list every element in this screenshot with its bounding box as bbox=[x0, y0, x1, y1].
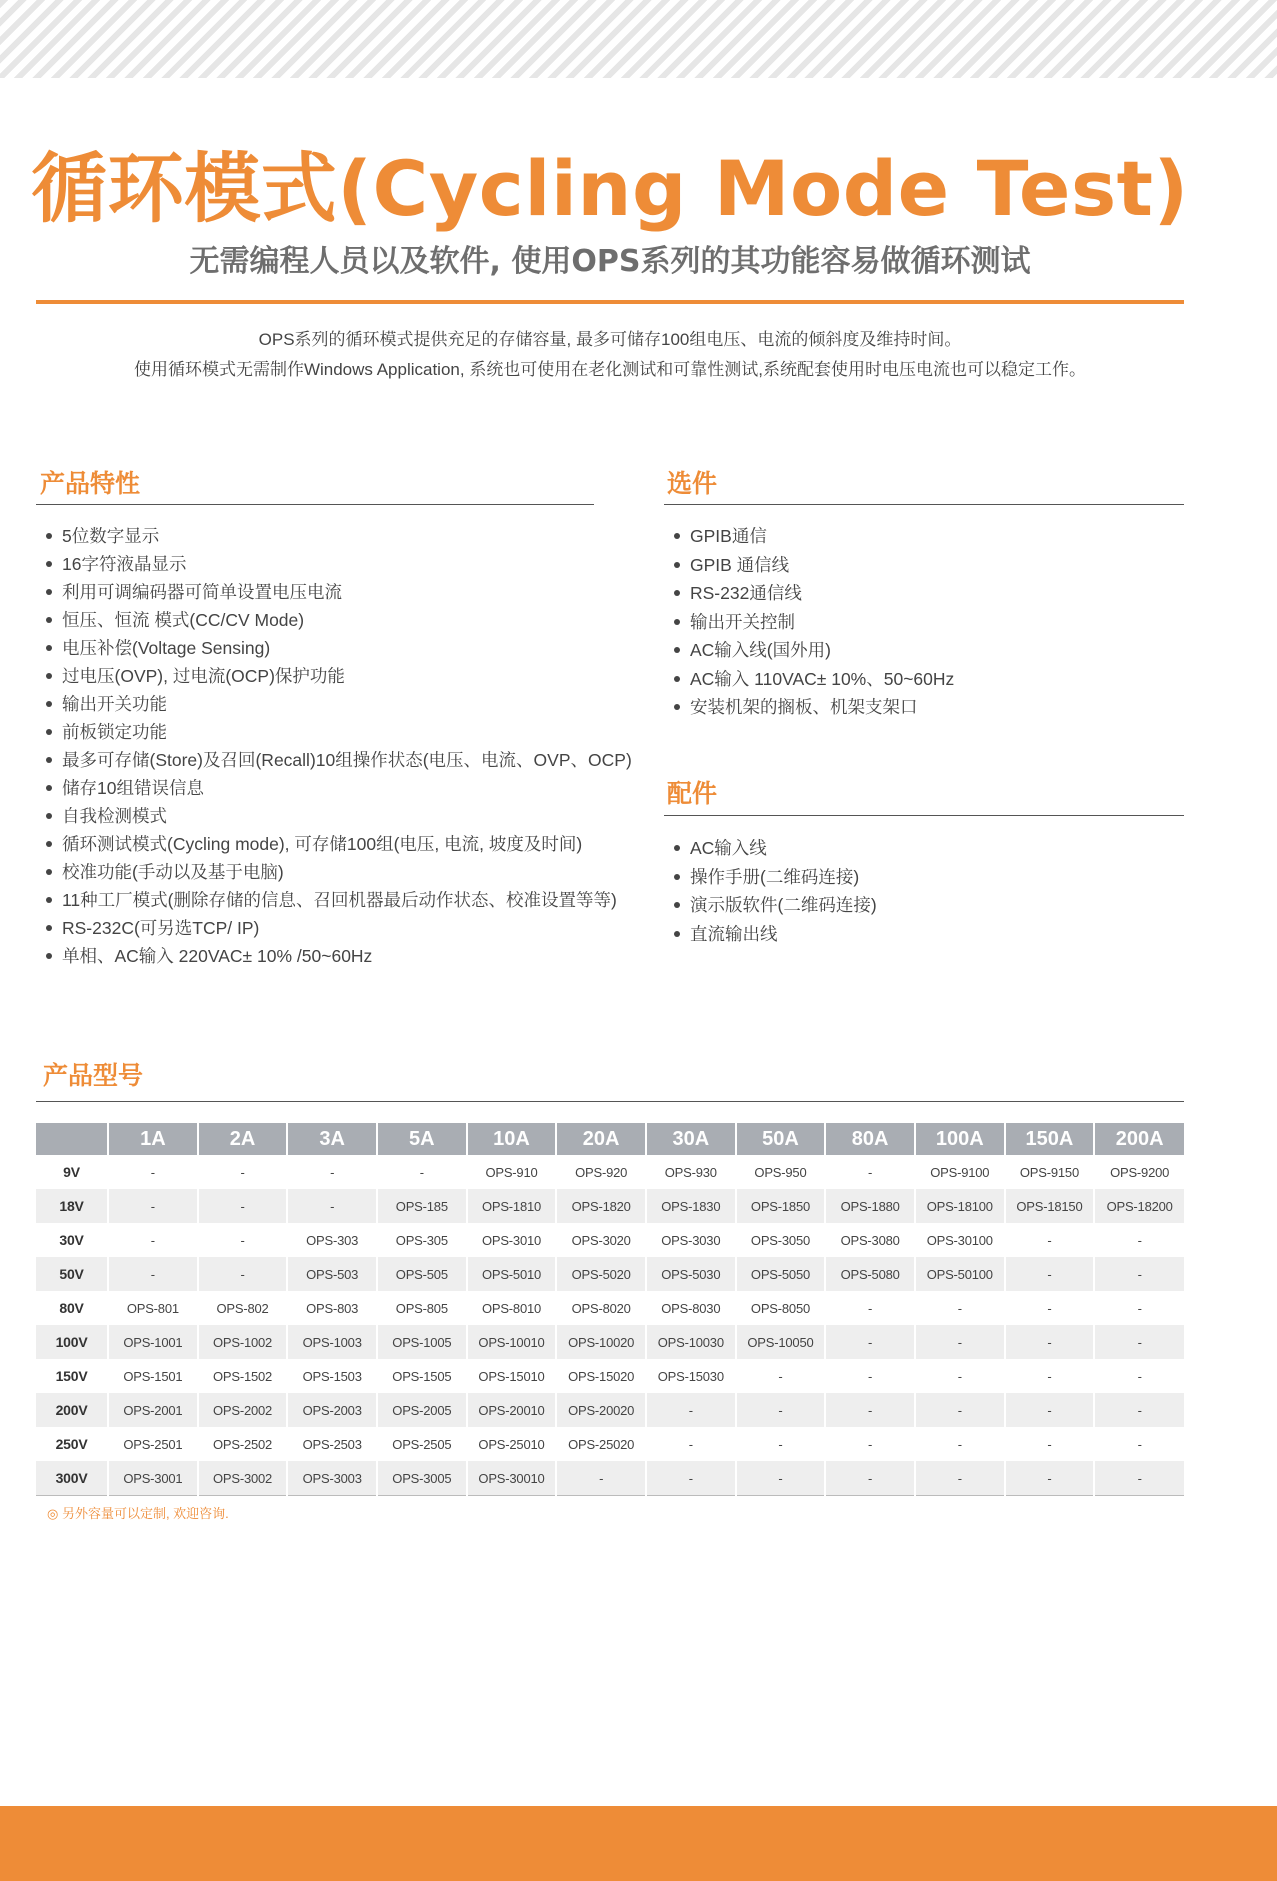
model-cell: OPS-3001 bbox=[108, 1461, 198, 1496]
table-row bbox=[36, 1223, 1184, 1257]
voltage-label: 50V bbox=[36, 1257, 108, 1291]
model-cell: OPS-8020 bbox=[556, 1291, 646, 1325]
options-list-item: GPIB通信 bbox=[664, 522, 954, 551]
top-stripe-decoration bbox=[0, 0, 1277, 78]
accessories-list bbox=[664, 834, 877, 948]
model-cell: - bbox=[198, 1257, 288, 1291]
model-cell: - bbox=[1094, 1291, 1184, 1325]
model-cell: - bbox=[1005, 1427, 1095, 1461]
model-cell: - bbox=[1094, 1359, 1184, 1393]
model-cell: OPS-9100 bbox=[915, 1155, 1005, 1189]
voltage-label: 30V bbox=[59, 1232, 84, 1248]
model-cell: - bbox=[1005, 1359, 1095, 1393]
model-cell: - bbox=[1094, 1461, 1184, 1496]
table-row bbox=[36, 1393, 1184, 1427]
model-cell: OPS-50100 bbox=[915, 1257, 1005, 1291]
features-list-item: 电压补偿(Voltage Sensing) bbox=[36, 634, 632, 662]
model-cell: OPS-8030 bbox=[646, 1291, 736, 1325]
bottom-bar-decoration bbox=[0, 1806, 1277, 1881]
model-cell: OPS-8050 bbox=[736, 1291, 826, 1325]
features-list bbox=[36, 522, 632, 970]
model-cell: - bbox=[1005, 1257, 1095, 1291]
features-list-item: 自我检测模式 bbox=[36, 802, 632, 830]
accessories-list-item: 直流输出线 bbox=[664, 920, 877, 949]
page-subtitle: 无需编程人员以及软件, 使用OPS系列的其功能容易做循环测试 bbox=[189, 244, 1031, 279]
features-list-item: 校准功能(手动以及基于电脑) bbox=[36, 858, 632, 886]
model-cell: OPS-1880 bbox=[825, 1189, 915, 1223]
model-cell: - bbox=[1005, 1291, 1095, 1325]
custom-capacity-note: ◎ 另外容量可以定制, 欢迎咨询. bbox=[47, 1506, 229, 1521]
model-cell: - bbox=[825, 1155, 915, 1189]
page-title: 循环模式(Cycling Mode Test) bbox=[31, 144, 1189, 233]
model-cell: - bbox=[287, 1155, 377, 1189]
features-divider bbox=[36, 504, 594, 505]
table-row bbox=[36, 1155, 1184, 1189]
model-cell: - bbox=[1005, 1461, 1095, 1496]
models-divider bbox=[36, 1101, 1184, 1102]
features-list-item: 单相、AC输入 220VAC± 10% /50~60Hz bbox=[36, 942, 632, 970]
voltage-label: 18V bbox=[36, 1189, 108, 1223]
model-cell: OPS-1850 bbox=[736, 1189, 826, 1223]
model-cell: - bbox=[108, 1223, 198, 1257]
model-cell: - bbox=[736, 1393, 826, 1427]
column-header: 5A bbox=[377, 1123, 467, 1155]
model-cell: - bbox=[198, 1189, 288, 1223]
model-cell: OPS-5050 bbox=[736, 1257, 826, 1291]
model-cell: OPS-801 bbox=[108, 1291, 198, 1325]
model-cell: - bbox=[1005, 1393, 1095, 1427]
model-cell: OPS-5030 bbox=[646, 1257, 736, 1291]
options-list-item: 输出开关控制 bbox=[664, 608, 954, 637]
model-cell: OPS-10010 bbox=[467, 1325, 557, 1359]
title-divider bbox=[36, 300, 1184, 304]
model-cell: - bbox=[915, 1461, 1005, 1496]
table-row bbox=[36, 1189, 1184, 1223]
model-cell: OPS-2005 bbox=[377, 1393, 467, 1427]
model-cell: - bbox=[1005, 1223, 1095, 1257]
model-cell: OPS-10050 bbox=[736, 1325, 826, 1359]
model-cell: - bbox=[377, 1155, 467, 1189]
model-cell: OPS-3020 bbox=[556, 1223, 646, 1257]
model-cell: OPS-20020 bbox=[556, 1393, 646, 1427]
features-list-item: 最多可存储(Store)及召回(Recall)10组操作状态(电压、电流、OVP、OCP) bbox=[36, 746, 632, 774]
model-cell: - bbox=[646, 1461, 736, 1496]
model-cell: - bbox=[1094, 1325, 1184, 1359]
table-row bbox=[36, 1291, 1184, 1325]
column-header: 20A bbox=[556, 1123, 646, 1155]
options-list-item: 安装机架的搁板、机架支架口 bbox=[664, 693, 954, 722]
model-cell: OPS-2502 bbox=[198, 1427, 288, 1461]
model-cell: - bbox=[108, 1155, 198, 1189]
accessories-list-item: 演示版软件(二维码连接) bbox=[664, 891, 877, 920]
model-cell: OPS-2002 bbox=[198, 1393, 288, 1427]
column-header: 50A bbox=[736, 1123, 826, 1155]
model-cell: OPS-3003 bbox=[287, 1461, 377, 1496]
column-header: 2A bbox=[198, 1123, 288, 1155]
model-cell: - bbox=[287, 1189, 377, 1223]
model-cell: OPS-15030 bbox=[646, 1359, 736, 1393]
models-heading: 产品型号 bbox=[43, 1061, 144, 1090]
intro-line-1: OPS系列的循环模式提供充足的存储容量, 最多可储存100组电压、电流的倾斜度及维持时间。 bbox=[258, 330, 962, 349]
features-list-item: 循环测试模式(Cycling mode), 可存储100组(电压, 电流, 坡度及时间) bbox=[36, 830, 632, 858]
voltage-label: 80V bbox=[59, 1300, 84, 1316]
table-row bbox=[36, 1257, 1184, 1291]
voltage-label: 300V bbox=[36, 1461, 108, 1496]
model-cell: OPS-1830 bbox=[646, 1189, 736, 1223]
options-list-item: GPIB 通信线 bbox=[664, 551, 954, 580]
model-cell: OPS-9200 bbox=[1094, 1155, 1184, 1189]
column-header: 200A bbox=[1094, 1123, 1184, 1155]
model-cell: OPS-3050 bbox=[736, 1223, 826, 1257]
model-table-body bbox=[36, 1155, 1184, 1496]
model-cell: OPS-185 bbox=[377, 1189, 467, 1223]
options-divider bbox=[664, 504, 1184, 505]
model-cell: OPS-1001 bbox=[108, 1325, 198, 1359]
features-list-item: 过电压(OVP), 过电流(OCP)保护功能 bbox=[36, 662, 632, 690]
options-list-item: AC输入线(国外用) bbox=[664, 636, 954, 665]
voltage-label: 200V bbox=[36, 1393, 108, 1427]
options-heading: 选件 bbox=[667, 469, 718, 498]
model-cell: OPS-1810 bbox=[467, 1189, 557, 1223]
model-cell: - bbox=[736, 1461, 826, 1496]
options-list-item: RS-232通信线 bbox=[664, 579, 954, 608]
model-cell: OPS-1505 bbox=[377, 1359, 467, 1393]
intro-text bbox=[0, 325, 1220, 385]
voltage-label: 250V bbox=[55, 1436, 88, 1452]
model-cell: OPS-2505 bbox=[377, 1427, 467, 1461]
column-header: 150A bbox=[1005, 1123, 1095, 1155]
model-cell: - bbox=[915, 1427, 1005, 1461]
model-cell: - bbox=[915, 1291, 1005, 1325]
column-header: 100A bbox=[915, 1123, 1005, 1155]
model-cell: OPS-5020 bbox=[556, 1257, 646, 1291]
accessories-heading: 配件 bbox=[667, 779, 718, 808]
model-cell: - bbox=[1094, 1257, 1184, 1291]
model-cell: - bbox=[646, 1427, 736, 1461]
model-cell: OPS-15020 bbox=[556, 1359, 646, 1393]
model-cell: OPS-5080 bbox=[825, 1257, 915, 1291]
model-cell: OPS-25020 bbox=[556, 1427, 646, 1461]
model-cell: OPS-3010 bbox=[467, 1223, 557, 1257]
column-header: 80A bbox=[825, 1123, 915, 1155]
model-cell: OPS-1002 bbox=[198, 1325, 288, 1359]
model-cell: - bbox=[1094, 1427, 1184, 1461]
model-cell: OPS-8010 bbox=[467, 1291, 557, 1325]
table-row bbox=[36, 1461, 1184, 1496]
model-cell: OPS-1501 bbox=[108, 1359, 198, 1393]
table-corner-cell bbox=[36, 1123, 108, 1155]
accessories-divider bbox=[664, 815, 1184, 816]
model-cell: OPS-803 bbox=[287, 1291, 377, 1325]
features-list-item: 输出开关功能 bbox=[36, 690, 632, 718]
model-cell: OPS-3080 bbox=[825, 1223, 915, 1257]
features-heading: 产品特性 bbox=[40, 469, 141, 498]
model-cell: OPS-9150 bbox=[1005, 1155, 1095, 1189]
model-cell: OPS-950 bbox=[736, 1155, 826, 1189]
model-cell: OPS-930 bbox=[646, 1155, 736, 1189]
column-header: 3A bbox=[287, 1123, 377, 1155]
model-cell: OPS-305 bbox=[377, 1223, 467, 1257]
model-cell: OPS-10030 bbox=[646, 1325, 736, 1359]
options-list bbox=[664, 522, 954, 722]
model-cell: OPS-25010 bbox=[467, 1427, 557, 1461]
features-list-item: 16字符液晶显示 bbox=[36, 550, 632, 578]
model-cell: OPS-505 bbox=[377, 1257, 467, 1291]
model-cell: OPS-18200 bbox=[1094, 1189, 1184, 1223]
model-cell: - bbox=[108, 1189, 198, 1223]
model-cell: OPS-3005 bbox=[377, 1461, 467, 1496]
model-cell: OPS-5010 bbox=[467, 1257, 557, 1291]
model-cell: OPS-503 bbox=[287, 1257, 377, 1291]
model-cell: OPS-1003 bbox=[287, 1325, 377, 1359]
model-cell: - bbox=[198, 1155, 288, 1189]
model-cell: - bbox=[556, 1461, 646, 1496]
model-cell: - bbox=[198, 1223, 288, 1257]
model-cell: OPS-3030 bbox=[646, 1223, 736, 1257]
features-list-item: 11种工厂模式(删除存储的信息、召回机器最后动作状态、校准设置等等) bbox=[36, 886, 632, 914]
model-cell: - bbox=[736, 1427, 826, 1461]
model-cell: - bbox=[915, 1359, 1005, 1393]
model-cell: OPS-3002 bbox=[198, 1461, 288, 1496]
model-cell: - bbox=[1005, 1325, 1095, 1359]
model-cell: - bbox=[825, 1359, 915, 1393]
model-cell: OPS-920 bbox=[556, 1155, 646, 1189]
model-table bbox=[36, 1123, 1184, 1496]
model-cell: OPS-1005 bbox=[377, 1325, 467, 1359]
model-cell: OPS-805 bbox=[377, 1291, 467, 1325]
model-cell: - bbox=[915, 1325, 1005, 1359]
model-cell: OPS-30010 bbox=[467, 1461, 557, 1496]
accessories-list-item: AC输入线 bbox=[664, 834, 877, 863]
model-cell: - bbox=[825, 1393, 915, 1427]
features-list-item: 利用可调编码器可简单设置电压电流 bbox=[36, 578, 632, 606]
column-header: 10A bbox=[467, 1123, 557, 1155]
model-cell: OPS-15010 bbox=[467, 1359, 557, 1393]
model-cell: OPS-2503 bbox=[287, 1427, 377, 1461]
model-cell: OPS-18150 bbox=[1005, 1189, 1095, 1223]
model-cell: OPS-802 bbox=[198, 1291, 288, 1325]
intro-line-2: 使用循环模式无需制作Windows Application, 系统也可使用在老化测试和可靠性测试,系统配套使用时电压电流也可以稳定工作。 bbox=[133, 360, 1087, 379]
column-header: 30A bbox=[646, 1123, 736, 1155]
model-cell: - bbox=[825, 1291, 915, 1325]
model-cell: - bbox=[1094, 1393, 1184, 1427]
model-cell: - bbox=[646, 1393, 736, 1427]
column-header: 1A bbox=[108, 1123, 198, 1155]
voltage-label: 150V bbox=[55, 1368, 88, 1384]
model-cell: OPS-303 bbox=[287, 1223, 377, 1257]
model-cell: - bbox=[825, 1325, 915, 1359]
model-cell: OPS-910 bbox=[467, 1155, 557, 1189]
model-cell: OPS-1503 bbox=[287, 1359, 377, 1393]
model-cell: - bbox=[825, 1461, 915, 1496]
model-cell: OPS-10020 bbox=[556, 1325, 646, 1359]
model-cell: OPS-2001 bbox=[108, 1393, 198, 1427]
table-row bbox=[36, 1359, 1184, 1393]
features-list-item: 储存10组错误信息 bbox=[36, 774, 632, 802]
model-cell: OPS-30100 bbox=[915, 1223, 1005, 1257]
features-list-item: 恒压、恒流 模式(CC/CV Mode) bbox=[36, 606, 632, 634]
options-list-item: AC输入 110VAC± 10%、50~60Hz bbox=[664, 665, 954, 694]
model-cell: OPS-18100 bbox=[915, 1189, 1005, 1223]
model-cell: - bbox=[825, 1427, 915, 1461]
table-row bbox=[36, 1427, 1184, 1461]
model-cell: - bbox=[1094, 1223, 1184, 1257]
model-table-header bbox=[36, 1123, 1184, 1155]
model-cell: - bbox=[108, 1257, 198, 1291]
voltage-label: 100V bbox=[36, 1325, 108, 1359]
features-list-item: 5位数字显示 bbox=[36, 522, 632, 550]
model-cell: OPS-1502 bbox=[198, 1359, 288, 1393]
model-cell: OPS-1820 bbox=[556, 1189, 646, 1223]
accessories-list-item: 操作手册(二维码连接) bbox=[664, 863, 877, 892]
voltage-label: 9V bbox=[63, 1164, 80, 1180]
features-list-item: 前板锁定功能 bbox=[36, 718, 632, 746]
model-cell: OPS-2003 bbox=[287, 1393, 377, 1427]
model-cell: OPS-2501 bbox=[108, 1427, 198, 1461]
table-row bbox=[36, 1325, 1184, 1359]
model-cell: - bbox=[915, 1393, 1005, 1427]
features-list-item: RS-232C(可另选TCP/ IP) bbox=[36, 914, 632, 942]
model-cell: - bbox=[736, 1359, 826, 1393]
model-cell: OPS-20010 bbox=[467, 1393, 557, 1427]
